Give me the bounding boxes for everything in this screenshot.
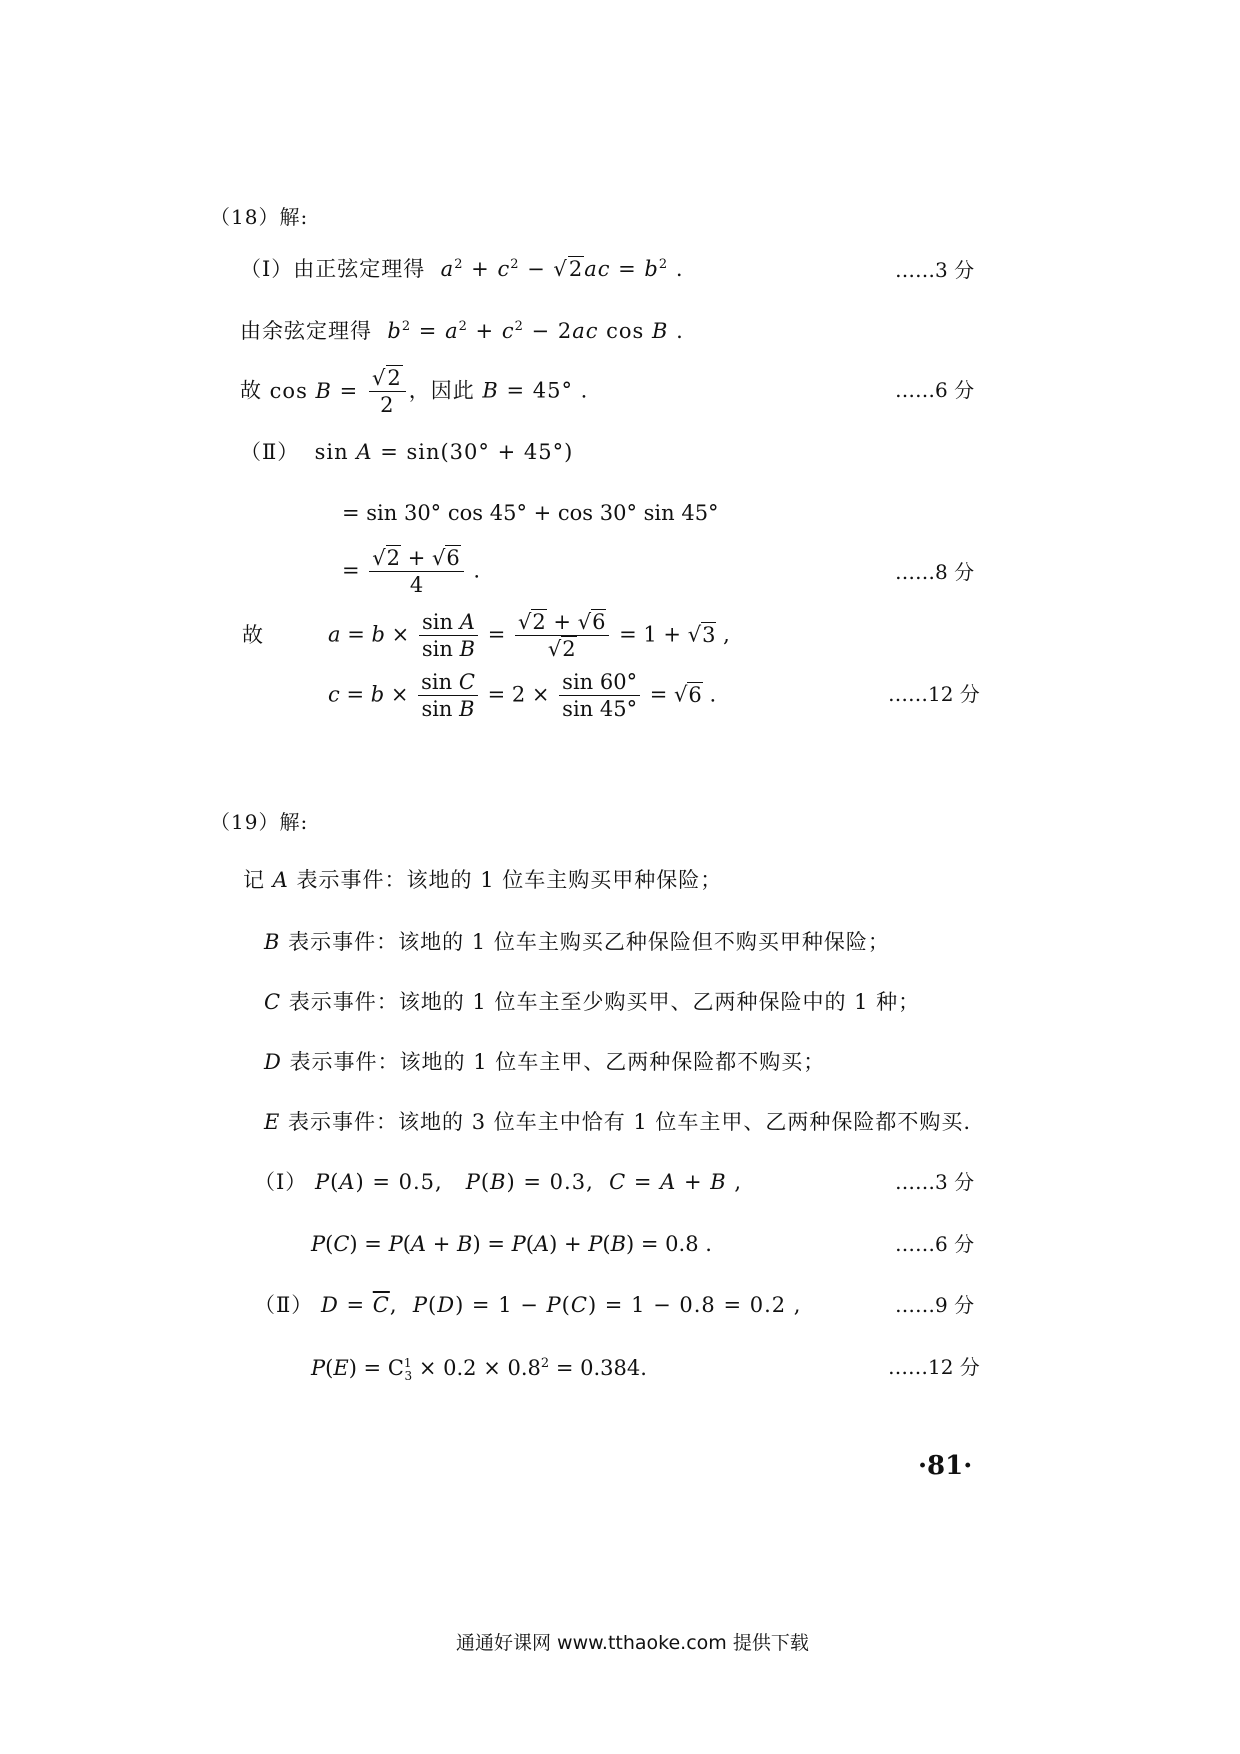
section-19-heading: （19）解: bbox=[210, 810, 309, 834]
s18-part1-label: （Ⅰ）由正弦定理得 bbox=[240, 257, 426, 281]
s19-event-C-symbol: C bbox=[264, 990, 289, 1014]
s18-score-8: ……8 分 bbox=[895, 560, 975, 584]
s19-event-E bbox=[264, 1112, 971, 1133]
s19-event-D bbox=[264, 1052, 825, 1073]
s19-score-9: ……9 分 bbox=[895, 1293, 975, 1317]
s19-event-E-symbol: E bbox=[264, 1110, 289, 1134]
s18-eq-expand: = sin 30° cos 45° + cos 30° sin 45° bbox=[342, 501, 719, 525]
s18-therefore: 故 bbox=[240, 378, 262, 403]
s18-score-12: ……12 分 bbox=[888, 682, 980, 706]
s19-score-12: ……12 分 bbox=[888, 1355, 980, 1379]
s18-part2-label: （Ⅱ） bbox=[240, 440, 300, 464]
s18-gu: 故 bbox=[242, 623, 264, 647]
page-number: ·81· bbox=[918, 1451, 973, 1481]
s18-eq-sinA: sin A = sin(30° + 45°) bbox=[306, 440, 574, 464]
s18-eq-a: a = b × $\frac{\text{sin A}}{\text{sin B}}$ = $\frac{√2 + √6}{√2}$ = 1 + √3 , bbox=[328, 610, 730, 661]
footer-download-note: 通通好课网 www.tthaoke.com 提供下载 bbox=[456, 1632, 809, 1654]
section-18-heading: （18）解: bbox=[210, 205, 309, 229]
s18-eq-cosine-law: $b^2 = a^2 + c^2 - 2ac$ cos B . bbox=[387, 319, 684, 343]
s18-score-6: ……6 分 bbox=[895, 378, 975, 402]
s19-part1-line bbox=[254, 1172, 742, 1193]
s19-event-D-symbol: D bbox=[264, 1050, 290, 1074]
s19-event-A-text: 表示事件：该地的 1 位车主购买甲种保险； bbox=[296, 868, 723, 892]
s19-eq-PC: P(C) = P(A + B) = P(A) + P(B) = 0.8 . bbox=[311, 1232, 712, 1256]
s18-score-3: ……3 分 bbox=[895, 258, 975, 282]
s18-eq-c: c = b × $\frac{\text{sin C}}{\text{sin B}}$ = 2 × $\frac{\sin 60^\circ}{\sin 45^\circ}$ = √6 . bbox=[328, 670, 717, 721]
s18-eq-B45: B = 45° . bbox=[482, 378, 589, 403]
s19-part2-line bbox=[254, 1295, 801, 1316]
s18-cosine-law-label: 由余弦定理得 bbox=[240, 319, 372, 343]
s19-event-B bbox=[264, 932, 890, 953]
s19-score-6: ……6 分 bbox=[895, 1232, 975, 1256]
s19-eq-PE: $P(E) = C^1_3 \times 0.2 \times 0.8^2 = 0.384$. bbox=[311, 1356, 647, 1384]
s18-hence: ，因此 bbox=[408, 378, 475, 403]
s18-eq-sinA-value: = $\frac{√2 + √6}{4}$ . bbox=[342, 546, 481, 597]
s19-event-B-symbol: B bbox=[264, 930, 289, 954]
s19-eq-probs: P(A) = 0.5, P(B) = 0.3, C = A + B , bbox=[314, 1170, 743, 1194]
s18-line-4 bbox=[240, 442, 573, 463]
s18-line-1 bbox=[240, 258, 684, 280]
s19-event-C bbox=[264, 992, 920, 1013]
s18-line-3 bbox=[240, 368, 588, 416]
s19-part1-label: （Ⅰ） bbox=[254, 1170, 308, 1194]
s19-eq-PD: $D = \overline{C}$, P(D) = 1 − P(C) = 1 − 0.8 = 0.2 , bbox=[320, 1293, 802, 1317]
s19-event-E-text: 表示事件：该地的 3 位车主中恰有 1 位车主甲、乙两种保险都不购买. bbox=[288, 1110, 972, 1134]
s18-eq-cosB: cos B = $\frac{√2}{2}$ bbox=[262, 379, 409, 403]
s18-eq-sine-law: $a^2 + c^2 - √2ac = b^2$ . bbox=[440, 257, 684, 281]
s18-line-2 bbox=[240, 320, 684, 342]
s19-event-A bbox=[243, 870, 722, 891]
s19-part2-label: （Ⅱ） bbox=[254, 1293, 314, 1317]
s19-event-A-symbol: A bbox=[265, 868, 297, 892]
s19-event-C-text: 表示事件：该地的 1 位车主至少购买甲、乙两种保险中的 1 种； bbox=[288, 990, 921, 1014]
s19-score-3: ……3 分 bbox=[895, 1170, 975, 1194]
s19-event-B-text: 表示事件：该地的 1 位车主购买乙种保险但不购买甲种保险； bbox=[288, 930, 890, 954]
s19-event-D-text: 表示事件：该地的 1 位车主甲、乙两种保险都不购买； bbox=[289, 1050, 826, 1074]
s19-event-A-prefix: 记 bbox=[243, 868, 265, 892]
